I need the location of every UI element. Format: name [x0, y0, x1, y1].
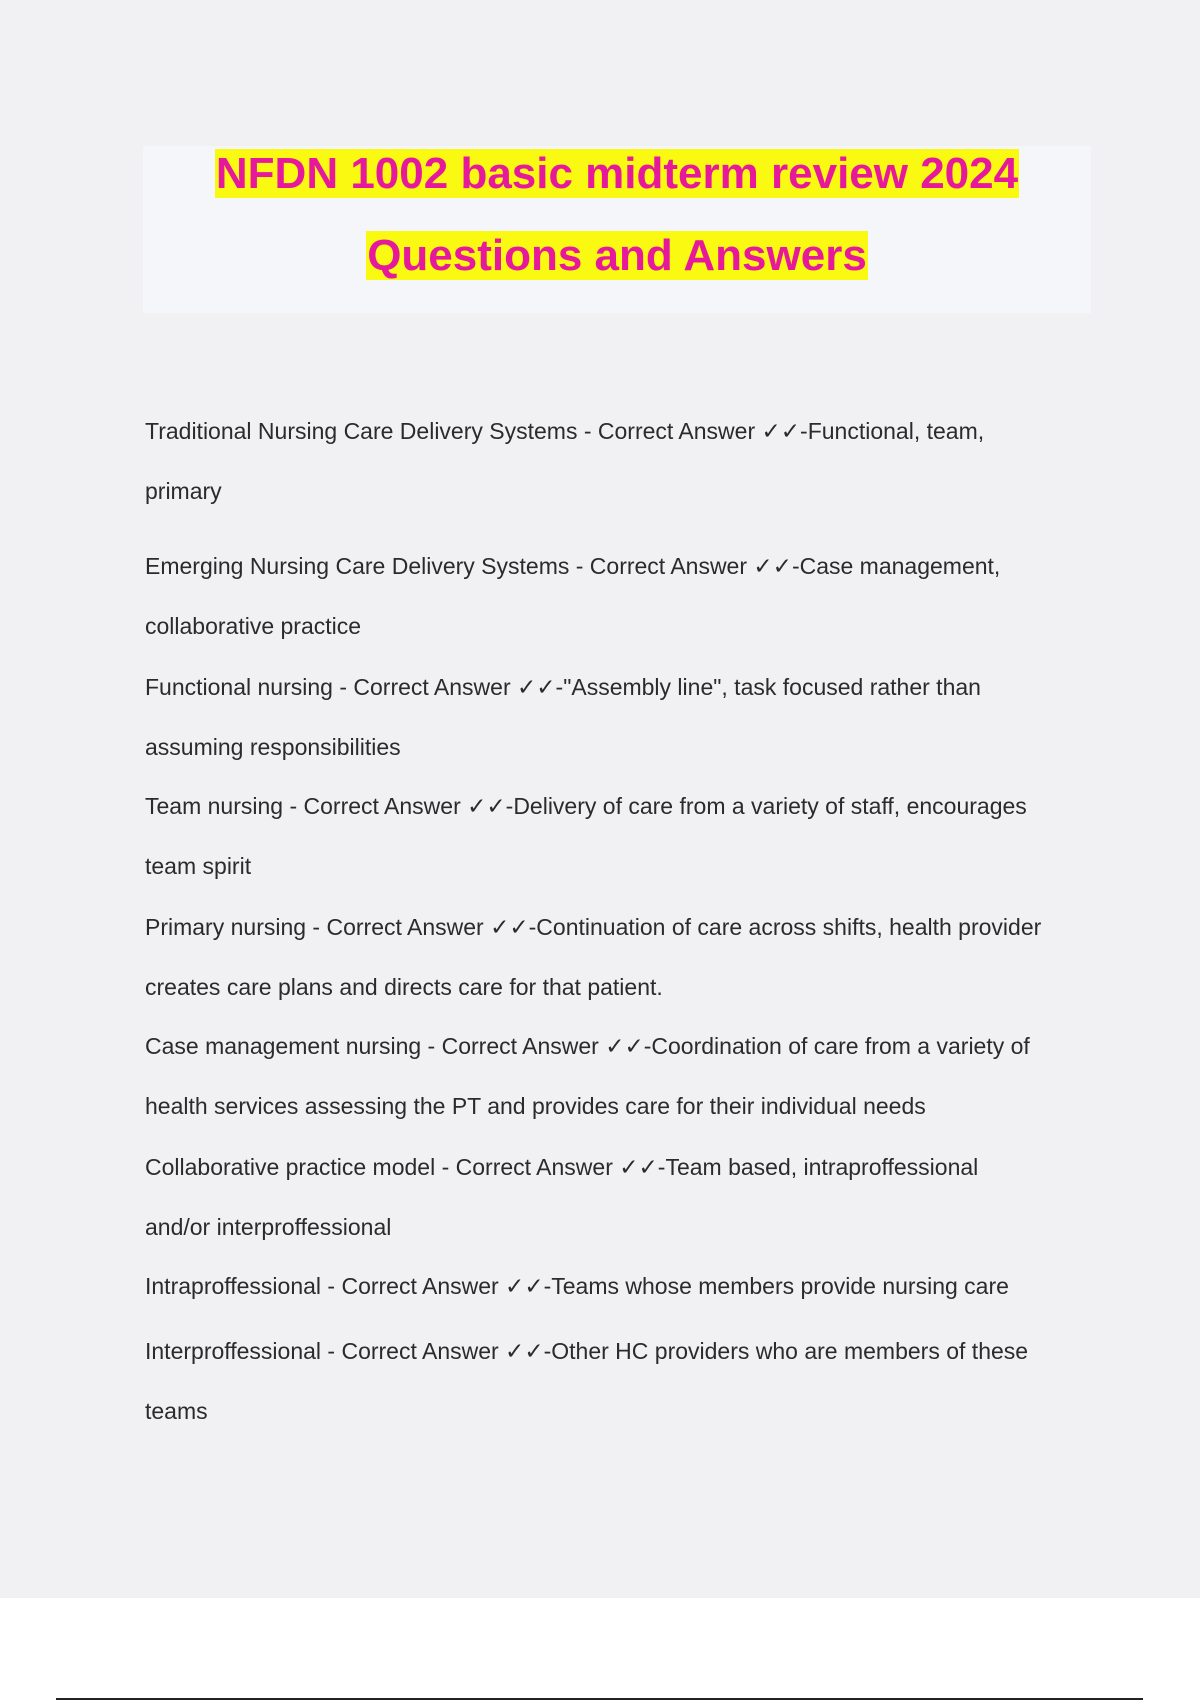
title-line-1-text: NFDN 1002 basic midterm review 2024	[215, 149, 1019, 198]
qa-line: assuming responsibilities	[145, 734, 401, 760]
title-line-2-text: Questions and Answers	[367, 231, 867, 280]
qa-line: Interproffessional - Correct Answer ✓✓-Other HC providers who are members of these	[145, 1338, 1029, 1364]
document-title-line-1	[143, 146, 1091, 202]
qa-line: creates care plans and directs care for that patient.	[145, 974, 663, 1000]
qa-line: primary	[145, 478, 222, 504]
qa-line: Primary nursing - Correct Answer ✓✓-Continuation of care across shifts, health provider	[145, 914, 1042, 940]
qa-item-team-nursing	[145, 776, 1095, 896]
document-title-line-2	[143, 228, 1091, 284]
qa-line: Team nursing - Correct Answer ✓✓-Delivery of care from a variety of staff, encourages	[145, 793, 1027, 819]
qa-item-intraproffessional	[145, 1256, 1095, 1316]
qa-line: teams	[145, 1398, 208, 1424]
qa-line: and/or interproffessional	[145, 1214, 392, 1240]
qa-line: team spirit	[145, 853, 252, 879]
qa-line: Collaborative practice model - Correct Answer ✓✓-Team based, intraproffessional	[145, 1154, 979, 1180]
qa-line: Functional nursing - Correct Answer ✓✓-"Assembly line", task focused rather than	[145, 674, 981, 700]
qa-item-case-management-nursing	[145, 1016, 1095, 1136]
qa-line: Traditional Nursing Care Delivery Systems - Correct Answer ✓✓-Functional, team,	[145, 418, 985, 444]
qa-item-primary-nursing	[145, 897, 1095, 1017]
qa-line: Intraproffessional - Correct Answer ✓✓-Teams whose members provide nursing care	[145, 1273, 1009, 1299]
qa-line: Case management nursing - Correct Answer ✓✓-Coordination of care from a variety of	[145, 1033, 1030, 1059]
title-block	[143, 146, 1091, 313]
qa-item-emerging-systems	[145, 536, 1095, 656]
qa-line: collaborative practice	[145, 613, 362, 639]
qa-item-traditional-systems	[145, 401, 1095, 521]
qa-line: Emerging Nursing Care Delivery Systems - Correct Answer ✓✓-Case management,	[145, 553, 1001, 579]
qa-item-collaborative-practice-model	[145, 1137, 1095, 1257]
qa-item-functional-nursing	[145, 657, 1095, 777]
qa-item-interproffessional	[145, 1321, 1095, 1441]
qa-line: health services assessing the PT and provides care for their individual needs	[145, 1093, 926, 1119]
